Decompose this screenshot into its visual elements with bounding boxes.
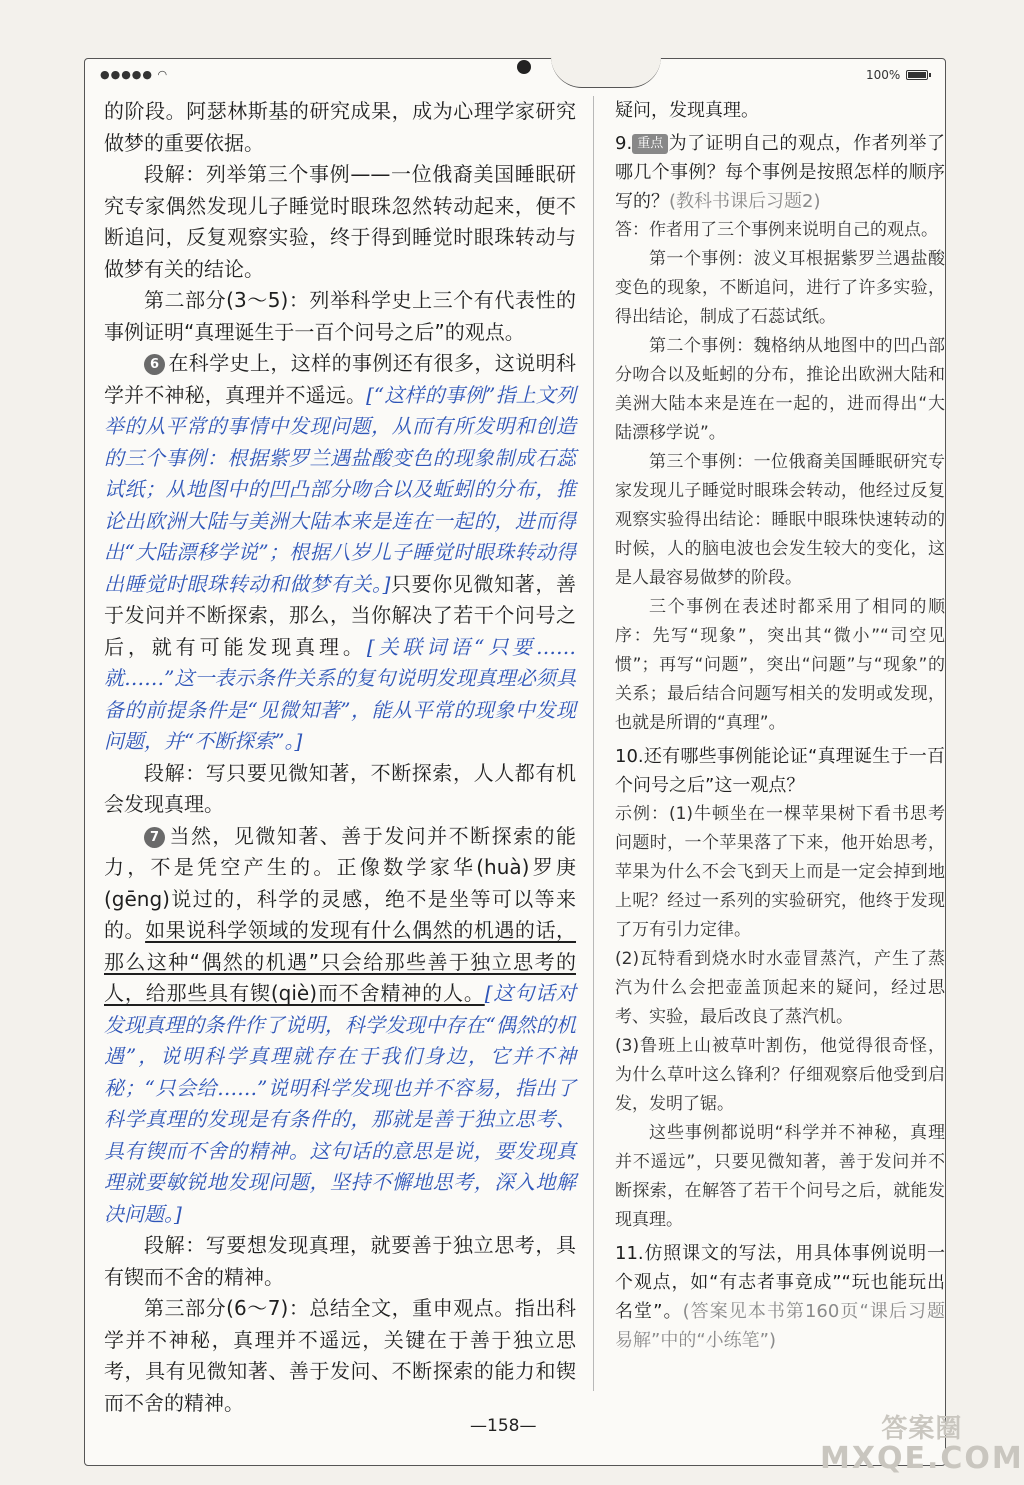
answer-10-example-1: 示例：(1)牛顿坐在一棵苹果树下看书思考问题时，一个苹果落了下来，他开始思考，苹果为什么不会飞到天上而是一定会掉到地上呢？经过一系列的实验研究，他终于发现了万有引力定律。 [615, 804, 945, 940]
paragraph-6-text: 在科学史上，这样的事例还有很多，这说明科学并不神秘，真理并不遥远。 [104, 351, 576, 407]
page-number: —158— [470, 1416, 537, 1436]
question-11 [615, 1239, 945, 1355]
answer-9-summary: 三个事例在表述时都采用了相同的顺序：先写“现象”，突出其“微小”“司空见惯”；再写“问题”，突出“问题”与“现象”的关系；最后结合问题写相关的发明或发现，也就是所谓的“真理”。 [615, 597, 945, 733]
paragraph-6 [104, 348, 576, 758]
notch [551, 57, 661, 88]
signal-indicator [100, 68, 168, 81]
key-point-tag: 重点 [632, 134, 668, 154]
wifi-icon: ◠ [157, 68, 169, 81]
status-right [866, 68, 928, 82]
paragraph-7 [104, 821, 576, 1231]
answer-10-example-2: (2)瓦特看到烧水时水壶冒蒸汽，产生了蒸汽为什么会把壶盖顶起来的疑问，经过思考、实验，最后改良了蒸汽机。 [615, 949, 945, 1027]
right-column [615, 96, 945, 1355]
answer-9-example-1: 第一个事例：波义耳根据紫罗兰遇盐酸变色的现象，不断追问，进行了许多实验，得出结论，制成了石蕊试纸。 [615, 249, 945, 327]
paragraph-6-text-b: 只要你见微知著，善于发问并不断探索，那么，当你解决了若干个问号之后，就有可能发现真理。 [104, 571, 577, 659]
camera-dot [517, 60, 531, 74]
paragraph-analysis-6: 段解：写只要见微知著，不断探索，人人都有机会发现真理。 [104, 760, 576, 816]
answer-9-example-3: 第三个事例：一位俄裔美国睡眠研究专家发现儿子睡觉时眼珠会转动，他经过反复观察实验得出结论：睡眠中眼珠快速转动的时候，人的脑电波也会发生较大的变化，这是人最容易做梦的阶段。 [615, 452, 945, 588]
paragraph-1: 的阶段。阿瑟林斯基的研究成果，成为心理学家研究做梦的重要依据。 [104, 99, 576, 155]
paragraph-number-badge: 6 [144, 354, 165, 375]
column-divider [593, 96, 594, 1391]
question-11-source: (答案见本书第160页“课后习题易解”中的“小练笔”) [615, 1301, 946, 1351]
question-11-text: 11.仿照课文的写法，用具体事例说明一个观点，如“有志者事竟成”“玩也能玩出名堂”。 [615, 1243, 945, 1322]
underlined-sentence: 如果说科学领域的发现有什么偶然的机遇的话，那么这种“偶然的机遇”只会给那些善于独立思考的人，给那些具有锲(qiè)而不舍精神的人。 [104, 918, 577, 1005]
question-9-source: (教科书课后习题2) [669, 191, 821, 212]
answer-10-example-3: (3)鲁班上山被草叶割伤，他觉得很奇怪，为什么草叶这么锋利？仔细观察后他受到启发，发明了锯。 [615, 1036, 945, 1114]
paragraph-3: 第二部分(3～5)：列举科学史上三个有代表性的事例证明“真理诞生于一百个问号之后”的观点。 [104, 288, 576, 344]
question-10: 10.还有哪些事例能论证“真理诞生于一百个问号之后”这一观点？ [615, 746, 945, 796]
signal-icon: ●●●●● [100, 68, 158, 81]
answer-10-summary: 这些事例都说明“科学并不神秘，真理并不遥远”，只要见微知著，善于发问并不断探索，在解答了若干个问号之后，就能发现真理。 [615, 1123, 945, 1230]
answer-9: 答：作者用了三个事例来说明自己的观点。 [615, 220, 938, 240]
answer-9-example-2: 第二个事例：魏格纳从地图中的凹凸部分吻合以及蚯蚓的分布，推论出欧洲大陆和美洲大陆本来是连在一起的，进而得出“大陆漂移学说”。 [615, 336, 945, 443]
annotation-note: [关联词语“只要……就……”这一表示条件关系的复句说明发现真理必须具备的前提条件是“见微知著”，能从平常的现象中发现问题，并“不断探索”。] [104, 634, 577, 753]
site-watermark [820, 1414, 1024, 1474]
question-9 [615, 129, 945, 216]
question-9-text: 为了证明自己的观点，作者列举了哪几个事例？每个事例是按照怎样的顺序写的？ [615, 133, 945, 212]
annotation-note: [“这样的事例”指上文列举的从平常的事情中发现问题，从而有所发明和创造的三个事例：根据紫罗兰遇盐酸变色的现象制成石蕊试纸；从地图中的凹凸部分吻合以及蚯蚓的分布，推论出欧洲大陆与美洲大陆本来是连在一起的，进而得出“大陆漂移学说”；根据八岁儿子睡觉时眼珠转动得出睡觉时眼珠转动和做梦有关。] [104, 382, 577, 596]
question-9-number: 9. [615, 133, 633, 154]
paragraph-7-text: 当然，见微知著、善于发问并不断探索的能力，不是凭空产生的。正像数学家华(huà)罗庚(gēng)说过的，科学的灵感，绝不是坐等可以等来的。 [104, 823, 576, 942]
paragraph-number-badge: 7 [144, 827, 165, 848]
battery-icon [906, 70, 928, 80]
annotation-note: [这句话对发现真理的条件作了说明，科学发现中存在“偶然的机遇”，说明科学真理就存在于我们身边，它并不神秘；“只会给……”说明科学发现也并不容易，指出了科学真理的发现是有条件的，那就是善于独立思考、具有锲而不舍的精神。这句话的意思是说，要发现真理就要敏锐地发现问题，坚持不懈地思考，深入地解决问题。] [104, 981, 576, 1226]
battery-percent: 100% [866, 68, 901, 82]
paragraph-2: 段解：列举第三个事例——一位俄裔美国睡眠研究专家偶然发现儿子睡觉时眼珠忽然转动起来，便不断追问，反复观察实验，终于得到睡觉时眼珠转动与做梦有关的结论。 [104, 162, 576, 281]
paragraph-part-3: 第三部分(6～7)：总结全文，重申观点。指出科学并不神秘，真理并不遥远，关键在于善于独立思考，具有见微知著、善于发问、不断探索的能力和锲而不舍的精神。 [104, 1296, 576, 1415]
watermark-url: MXQE.COM [820, 1441, 1024, 1476]
paragraph-analysis-7: 段解：写要想发现真理，就要善于独立思考，具有锲而不舍的精神。 [104, 1233, 576, 1289]
watermark-logo-text: 答案圈 [881, 1414, 963, 1444]
right-line-0: 疑问，发现真理。 [615, 100, 759, 121]
left-column [104, 96, 576, 1419]
